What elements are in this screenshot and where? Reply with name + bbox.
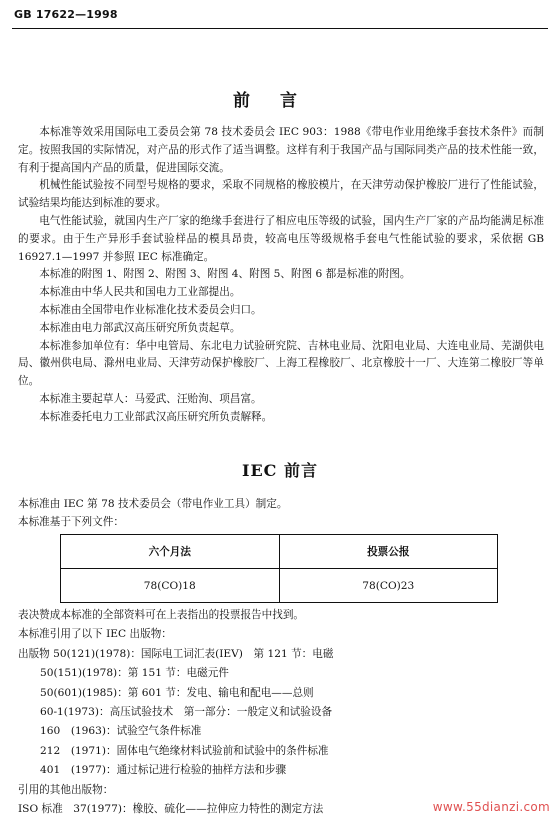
documents-table [60, 534, 498, 603]
table-row [61, 569, 498, 603]
table-cell: 78(CO)23 [279, 569, 498, 603]
foreword-paragraph: 本标准参加单位有：华中电管局、东北电力试验研究院、吉林电业局、沈阳电业局、大连电业局、芜湖供电局、徽州供电局、滁州电业局、天津劳动保护橡胶厂、上海工程橡胶厂、北京橡胶十一厂、大连第二橡胶厂等单位。 [18, 339, 544, 388]
standard-code: GB 17622—1998 [14, 8, 118, 21]
after-table-line: 表决赞成本标准的全部资料可在上表指出的投票报告中找到。 [18, 609, 305, 621]
publication-item: 401 (1977)：通过标记进行检验的抽样方法和步骤 [40, 764, 287, 777]
foreword-body [18, 124, 544, 427]
header-rule [12, 28, 548, 29]
publication-item: 50(601)(1985)：第 601 节：发电、输电和配电——总则 [40, 686, 314, 699]
other-publications-label: 引用的其他出版物： [18, 783, 114, 796]
foreword-title: 前言 [233, 91, 327, 111]
foreword-paragraph: 本标准由电力部武汉高压研究所负责起草。 [39, 321, 241, 334]
foreword-paragraph: 本标准由中华人民共和国电力工业部提出。 [39, 286, 241, 299]
foreword-paragraph: 本标准等效采用国际电工委员会第 78 技术委员会 IEC 903：1988《带电作业用绝缘手套技术条件》而制定。按照我国的实际情况，对产品的形式作了适当调整。这样有利于我国产品与国际同类产品的技术性能一致，有利于提高国内产品的质量，促进国际交流。 [18, 126, 544, 174]
publication-item: 出版物 50(121)(1978)：国际电工词汇表(IEV) 第 121 节：电磁 [18, 647, 334, 660]
table-header-cell: 六个月法 [61, 535, 280, 569]
iso-publication: ISO 标准 37(1977)：橡胶、硫化——拉伸应力特性的测定方法 [18, 803, 324, 816]
iec-intro [18, 496, 544, 532]
publication-list [18, 606, 544, 819]
foreword-paragraph: 电气性能试验，就国内生产厂家的绝缘手套进行了相应电压等级的试验，国内生产厂家的产品均能满足标准的要求。由于生产异形手套试验样品的模具昂贵，较高电压等级规格手套电气性能试验的要求，采依据 GB 16927.1—1997 并参照 IEC 标准确定。 [18, 214, 544, 263]
foreword-paragraph: 机械性能试验按不同型号规格的要求，采取不同规格的橡胶模片，在天津劳动保护橡胶厂进行了性能试验，试验结果均能达到标准的要求。 [18, 179, 544, 210]
publication-item: 212 (1971)：固体电气绝缘材料试验前和试验中的条件标准 [40, 744, 329, 757]
foreword-paragraph: 本标准的附图 1、附图 2、附图 3、附图 4、附图 5、附图 6 都是标准的附图。 [39, 268, 411, 281]
after-table-line: 本标准引用了以下 IEC 出版物： [18, 628, 172, 641]
iec-intro-line: 本标准基于下列文件： [18, 515, 124, 528]
iec-intro-line: 本标准由 IEC 第 78 技术委员会（带电作业工具）制定。 [18, 498, 288, 510]
watermark-text: www.55dianzi.com [432, 800, 550, 814]
foreword-paragraph: 本标准主要起草人：马爱武、汪贻洵、项昌富。 [39, 392, 262, 405]
table-header-cell: 投票公报 [279, 535, 498, 569]
publication-item: 160 (1963)：试验空气条件标准 [40, 725, 202, 738]
table-header-row [61, 535, 498, 569]
publication-item: 60-1(1973)：高压试验技术 第一部分：一般定义和试验设备 [40, 706, 333, 719]
publication-item: 50(151)(1978)：第 151 节：电磁元件 [40, 667, 229, 680]
foreword-paragraph: 本标准委托电力工业部武汉高压研究所负责解释。 [39, 410, 273, 423]
foreword-paragraph: 本标准由全国带电作业标准化技术委员会归口。 [39, 303, 262, 316]
iec-foreword-title: IEC 前言 [242, 461, 318, 480]
table-cell: 78(CO)18 [61, 569, 280, 603]
